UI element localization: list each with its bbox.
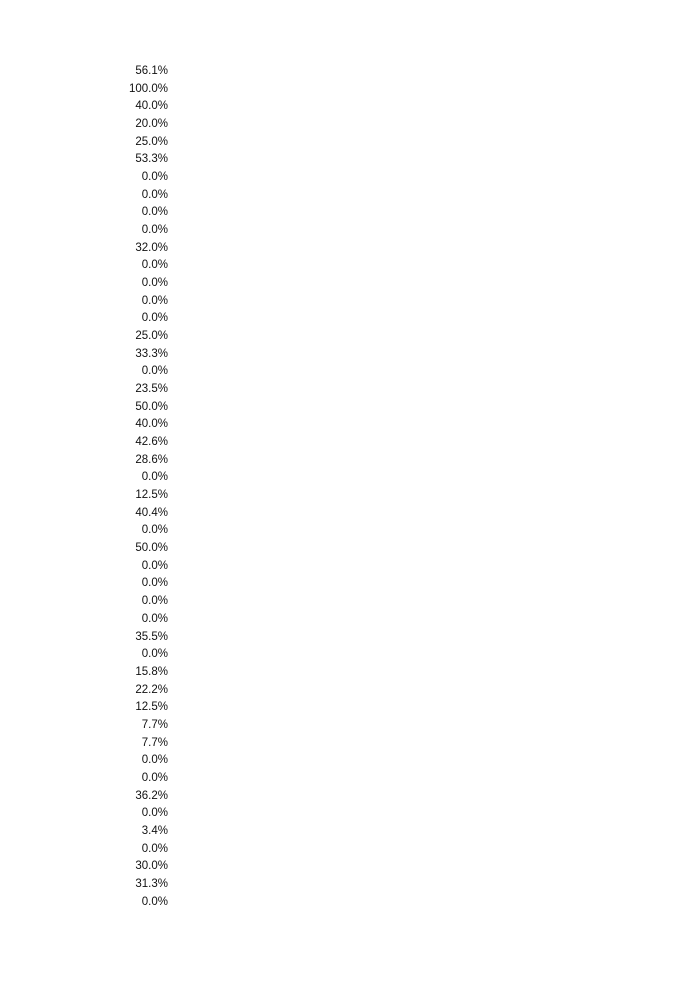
percentage-cell: 31.3%: [135, 877, 168, 890]
percentage-cell: 40.0%: [135, 100, 168, 113]
percentage-cell: 0.0%: [141, 612, 168, 625]
percentage-cell: 0.0%: [141, 577, 168, 590]
percentage-cell: 0.0%: [141, 224, 168, 237]
percentage-cell: 0.0%: [141, 524, 168, 537]
percentage-cell: 7.7%: [141, 718, 168, 731]
percentage-cell: 0.0%: [141, 471, 168, 484]
percentage-cell: 0.0%: [141, 294, 168, 307]
percentage-cell: 40.4%: [135, 506, 168, 519]
percentage-cell: 20.0%: [135, 118, 168, 131]
percentage-cell: 0.0%: [141, 312, 168, 325]
percentage-cell: 30.0%: [135, 860, 168, 873]
percentage-cell: 28.6%: [135, 453, 168, 466]
percentage-cell: 0.0%: [141, 171, 168, 184]
percentage-cell: 0.0%: [141, 895, 168, 908]
percentage-cell: 100.0%: [128, 82, 168, 95]
percentage-cell: 33.3%: [135, 347, 168, 360]
percentage-cell: 42.6%: [135, 436, 168, 449]
percentage-column: [100, 63, 168, 911]
percentage-cell: 0.0%: [141, 754, 168, 767]
percentage-cell: 0.0%: [141, 559, 168, 572]
percentage-cell: 0.0%: [141, 807, 168, 820]
percentage-cell: 0.0%: [141, 277, 168, 290]
percentage-cell: 12.5%: [135, 489, 168, 502]
percentage-cell: 0.0%: [141, 259, 168, 272]
percentage-cell: 23.5%: [135, 383, 168, 396]
percentage-cell: 3.4%: [141, 824, 168, 837]
percentage-cell: 12.5%: [135, 701, 168, 714]
percentage-cell: 0.0%: [141, 206, 168, 219]
percentage-cell: 25.0%: [135, 135, 168, 148]
percentage-cell: 50.0%: [135, 542, 168, 555]
percentage-cell: 15.8%: [135, 665, 168, 678]
percentage-cell: 56.1%: [135, 65, 168, 77]
percentage-cell: 0.0%: [141, 771, 168, 784]
percentage-cell: 0.0%: [141, 365, 168, 378]
percentage-cell: 50.0%: [135, 400, 168, 413]
percentage-cell: 40.0%: [135, 418, 168, 431]
percentage-cell: 32.0%: [135, 241, 168, 254]
percentage-cell: 0.0%: [141, 595, 168, 608]
percentage-cell: 0.0%: [141, 842, 168, 855]
percentage-cell: 25.0%: [135, 330, 168, 343]
percentage-cell: 7.7%: [141, 736, 168, 749]
percentage-cell: 22.2%: [135, 683, 168, 696]
percentage-cell: 0.0%: [141, 188, 168, 201]
percentage-cell: 36.2%: [135, 789, 168, 802]
percentage-cell: 53.3%: [135, 153, 168, 166]
percentage-cell: 35.5%: [135, 630, 168, 643]
percentage-cell: 0.0%: [141, 648, 168, 661]
